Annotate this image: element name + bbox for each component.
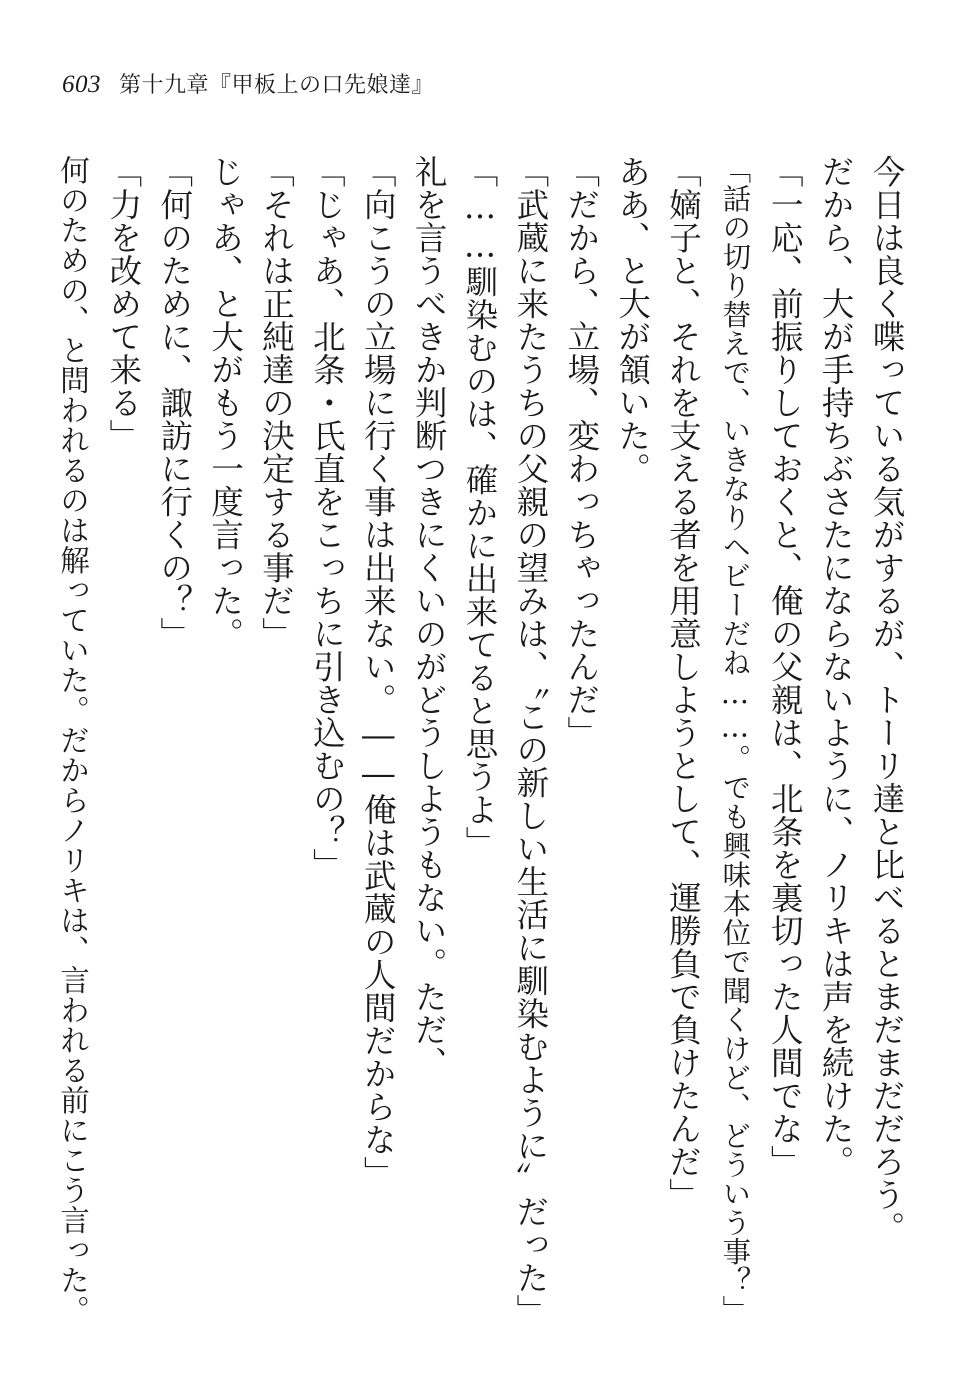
text-line: 「じゃあ、北条・氏直をこっちに引き込むの？」 — [308, 155, 347, 881]
text-line: 「武蔵に来たうちの父親の望みは、〝この新しい生活に馴染むように〟だった」 — [511, 155, 550, 1327]
text-line: じゃあ、と大がもう一度言った。 — [206, 155, 245, 650]
running-header — [62, 68, 434, 102]
text-line: 「一応、前振りしておくと、俺の父親は、北条を裏切った人間でな」 — [766, 155, 805, 1178]
text-line: 礼を言うべきか判断つきにくいのがどうしようもない。ただ、 — [410, 155, 449, 1079]
text-line: 今日は良く喋っている気がするが、トーリ達と比べるとまだまだだろう。 — [868, 155, 906, 1244]
text-line: 「向こうの立場に行く事は出来ない。――俺は武蔵の人間だからな」 — [359, 155, 398, 1189]
text-line: 「それは正純達の決定する事だ」 — [257, 155, 296, 650]
vertical-text-body — [52, 155, 908, 1340]
page-number: 603 — [62, 71, 101, 98]
text-line: 「何のために、諏訪に行くの？」 — [155, 155, 194, 650]
text-line: 何のための、と問われるのは解っていた。だからノリキは、言われる前にこう言った。 — [56, 155, 90, 1325]
text-line: 「力を改めて来る」 — [104, 155, 143, 452]
text-line: 「話の切り替えで、いきなりヘビーだね……。でも興味本位で聞くけど、どういう事？」 — [718, 155, 752, 1324]
text-line: 「……馴染むのは、確かに出来てると思うよ」 — [461, 155, 499, 859]
text-line: ああ、と大が頷いた。 — [613, 155, 652, 485]
text-line: だから、大が手持ちぶさたにならないように、ノリキは声を続けた。 — [817, 155, 856, 1178]
text-line: 「嫡子と、それを支える者を用意しようとして、運勝負で負けたんだ」 — [664, 155, 703, 1211]
text-line: 「だから、立場、変わっちゃったんだ」 — [562, 155, 601, 749]
chapter-title: 第十九章『甲板上の口先娘達』 — [119, 73, 435, 98]
